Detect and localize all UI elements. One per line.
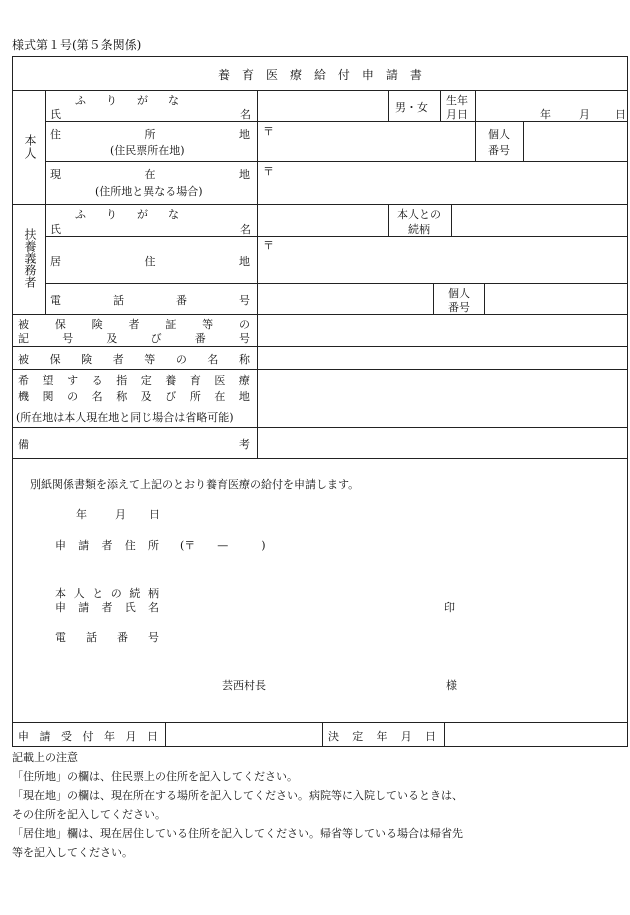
form-title: 養 育 医 療 給 付 申 請 書 — [218, 68, 422, 82]
birth-month-label: 月 — [579, 108, 590, 121]
self-current-field[interactable] — [258, 162, 626, 203]
insurance-label-line1: 被 保 険 者 証 等 の — [18, 318, 250, 331]
remarks-label: 備 考 — [18, 438, 250, 451]
notes-title: 記載上の注意 — [12, 751, 78, 764]
shi-label: 氏 — [50, 108, 61, 121]
guardian-residence-field[interactable] — [258, 237, 626, 282]
decision-date-label: 決 定 年 月 日 — [328, 730, 436, 743]
mei-label: 名 — [240, 108, 251, 121]
birthdate-field[interactable] — [476, 91, 626, 120]
applicant-postal[interactable]: (〒 — ) — [180, 539, 266, 552]
note-line-5: 等を記入してください。 — [12, 846, 133, 859]
current-note: (住所地と異なる場合) — [95, 185, 203, 198]
mayor-label: 芸西村長 — [222, 679, 266, 692]
guardian-kojin-label-1: 個人 — [448, 287, 470, 300]
relation-label-2: 続柄 — [408, 223, 430, 236]
guardian-relation-field[interactable] — [452, 205, 626, 235]
guardian-phone-label: 電 話 番 号 — [50, 294, 250, 307]
hospital-field[interactable] — [258, 370, 626, 426]
applicant-name-label: 申 請 者 氏 名 — [55, 601, 159, 614]
seal-mark: 印 — [444, 601, 455, 614]
postal-mark-address: 〒 — [263, 125, 274, 138]
hospital-label-line2: 機 関 の 名 称 及 び 所 在 地 — [18, 390, 250, 403]
applicant-name-field[interactable] — [170, 585, 430, 613]
remarks-field[interactable] — [258, 428, 626, 457]
decision-date-field[interactable] — [445, 723, 626, 745]
residence-label: 居 住 地 — [50, 255, 250, 268]
guardian-kojin-number-field[interactable] — [485, 284, 626, 313]
section-label-self: 本人 — [23, 134, 37, 160]
application-month-label: 月 — [115, 508, 126, 521]
birth-year-label: 年 — [540, 108, 551, 121]
applicant-phone-label: 電 話 番 号 — [55, 631, 159, 644]
furigana-label: ふりがな — [75, 94, 199, 107]
application-day-label: 日 — [149, 508, 160, 521]
self-address-field[interactable] — [258, 122, 474, 160]
relation-to-self-label: 本 人 と の 続 柄 — [55, 587, 159, 600]
kojin-label-1: 個人 — [488, 128, 510, 141]
self-name-field[interactable] — [258, 91, 387, 120]
note-line-2: 「現在地」の欄は、現在所在する場所を記入してください。病院等に入院しているときは、 — [12, 789, 463, 802]
guardian-mei-label: 名 — [240, 223, 251, 236]
receipt-date-label: 申 請 受 付 年 月 日 — [18, 730, 158, 743]
note-line-3: その住所を記入してください。 — [12, 808, 166, 821]
birth-day-label: 日 — [615, 108, 626, 121]
gender-select[interactable]: 男・女 — [395, 101, 428, 114]
postal-mark-current: 〒 — [263, 165, 274, 178]
form-number: 様式第１号(第５条関係) — [12, 38, 142, 52]
birth-label-line1: 生年 — [446, 94, 468, 107]
receipt-date-field[interactable] — [166, 723, 321, 745]
current-label: 現 在 地 — [50, 168, 250, 181]
guardian-furigana-label: ふりがな — [75, 208, 199, 221]
guardian-phone-field[interactable] — [258, 284, 432, 313]
insurance-number-field[interactable] — [258, 315, 626, 345]
postal-mark-residence: 〒 — [263, 239, 274, 252]
application-statement: 別紙関係書類を添えて上記のとおり養育医療の給付を申請します。 — [30, 478, 360, 491]
section-label-guardian: 扶養義務者 — [23, 228, 37, 288]
application-year-label: 年 — [76, 508, 87, 521]
applicant-address-label: 申 請 者 住 所 — [55, 539, 159, 552]
application-date-field[interactable] — [76, 506, 186, 520]
birth-label-line2: 月日 — [446, 108, 468, 121]
guardian-kojin-label-2: 番号 — [448, 301, 470, 314]
sama-label: 様 — [446, 679, 457, 692]
guardian-name-field[interactable] — [258, 205, 387, 235]
relation-label-1: 本人との — [397, 208, 441, 221]
self-kojin-number-field[interactable] — [524, 122, 626, 160]
kojin-label-2: 番号 — [488, 144, 510, 157]
insured-name-field[interactable] — [258, 347, 626, 368]
note-line-4: 「居住地」欄は、現在居住している住所を記入してください。帰省等している場合は帰省先 — [12, 827, 463, 840]
hospital-label-line1: 希 望 す る 指 定 養 育 医 療 — [18, 374, 250, 387]
applicant-phone-field[interactable] — [170, 627, 430, 643]
address-label: 住 所 地 — [50, 128, 250, 141]
hospital-note: (所在地は本人現在地と同じ場合は省略可能) — [16, 411, 234, 424]
note-line-1: 「住所地」の欄は、住民票上の住所を記入してください。 — [12, 770, 298, 783]
guardian-shi-label: 氏 — [50, 223, 61, 236]
insured-name-label: 被 保 険 者 等 の 名 称 — [18, 353, 250, 366]
insurance-label-line2: 記 号 及 び 番 号 — [18, 332, 250, 345]
address-note: (住民票所在地) — [110, 144, 185, 157]
